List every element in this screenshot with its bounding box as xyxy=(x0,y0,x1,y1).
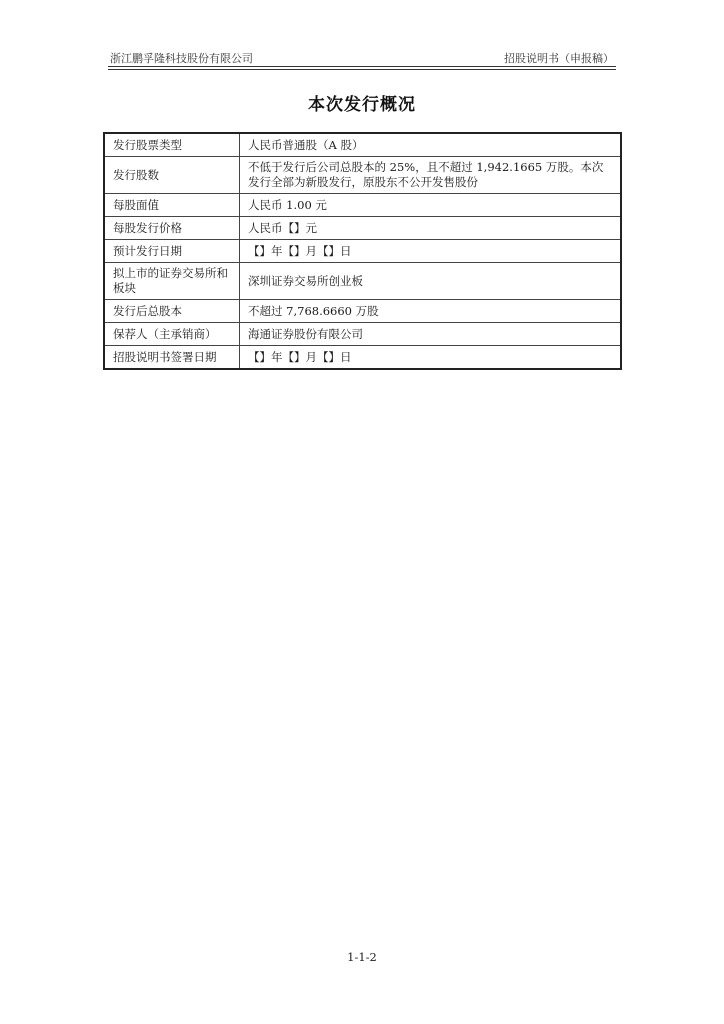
row-label: 拟上市的证券交易所和板块 xyxy=(104,263,240,300)
page-header xyxy=(108,50,616,66)
row-value: 海通证券股份有限公司 xyxy=(240,323,622,346)
table-row xyxy=(104,346,621,370)
offering-overview-table xyxy=(103,132,622,370)
row-value: 人民币 1.00 元 xyxy=(240,194,622,217)
table-row xyxy=(104,240,621,263)
table-row xyxy=(104,323,621,346)
row-value: 【】年【】月【】日 xyxy=(240,346,622,370)
row-label: 发行股票类型 xyxy=(104,133,240,157)
row-label: 招股说明书签署日期 xyxy=(104,346,240,370)
row-value: 人民币【】元 xyxy=(240,217,622,240)
table-row xyxy=(104,157,621,194)
table-row xyxy=(104,217,621,240)
row-value: 【】年【】月【】日 xyxy=(240,240,622,263)
header-rule-thin xyxy=(108,69,616,70)
row-label: 发行股数 xyxy=(104,157,240,194)
row-value: 人民币普通股（A 股） xyxy=(240,133,622,157)
row-value: 深圳证券交易所创业板 xyxy=(240,263,622,300)
header-company: 浙江鹏孚隆科技股份有限公司 xyxy=(110,52,253,65)
row-label: 每股发行价格 xyxy=(104,217,240,240)
row-label: 预计发行日期 xyxy=(104,240,240,263)
row-value: 不超过 7,768.6660 万股 xyxy=(240,300,622,323)
table-row xyxy=(104,133,621,157)
header-doc-type: 招股说明书（申报稿） xyxy=(504,52,614,65)
table-row xyxy=(104,300,621,323)
row-label: 保荐人（主承销商） xyxy=(104,323,240,346)
page-title: 本次发行概况 xyxy=(308,95,416,115)
row-value: 不低于发行后公司总股本的 25%，且不超过 1,942.1665 万股。本次发行全部为新股发行，原股东不公开发售股份 xyxy=(240,157,622,194)
row-label: 发行后总股本 xyxy=(104,300,240,323)
table-row xyxy=(104,194,621,217)
header-rule xyxy=(108,66,616,67)
page-number: 1-1-2 xyxy=(347,950,377,964)
table-row xyxy=(104,263,621,300)
row-label: 每股面值 xyxy=(104,194,240,217)
